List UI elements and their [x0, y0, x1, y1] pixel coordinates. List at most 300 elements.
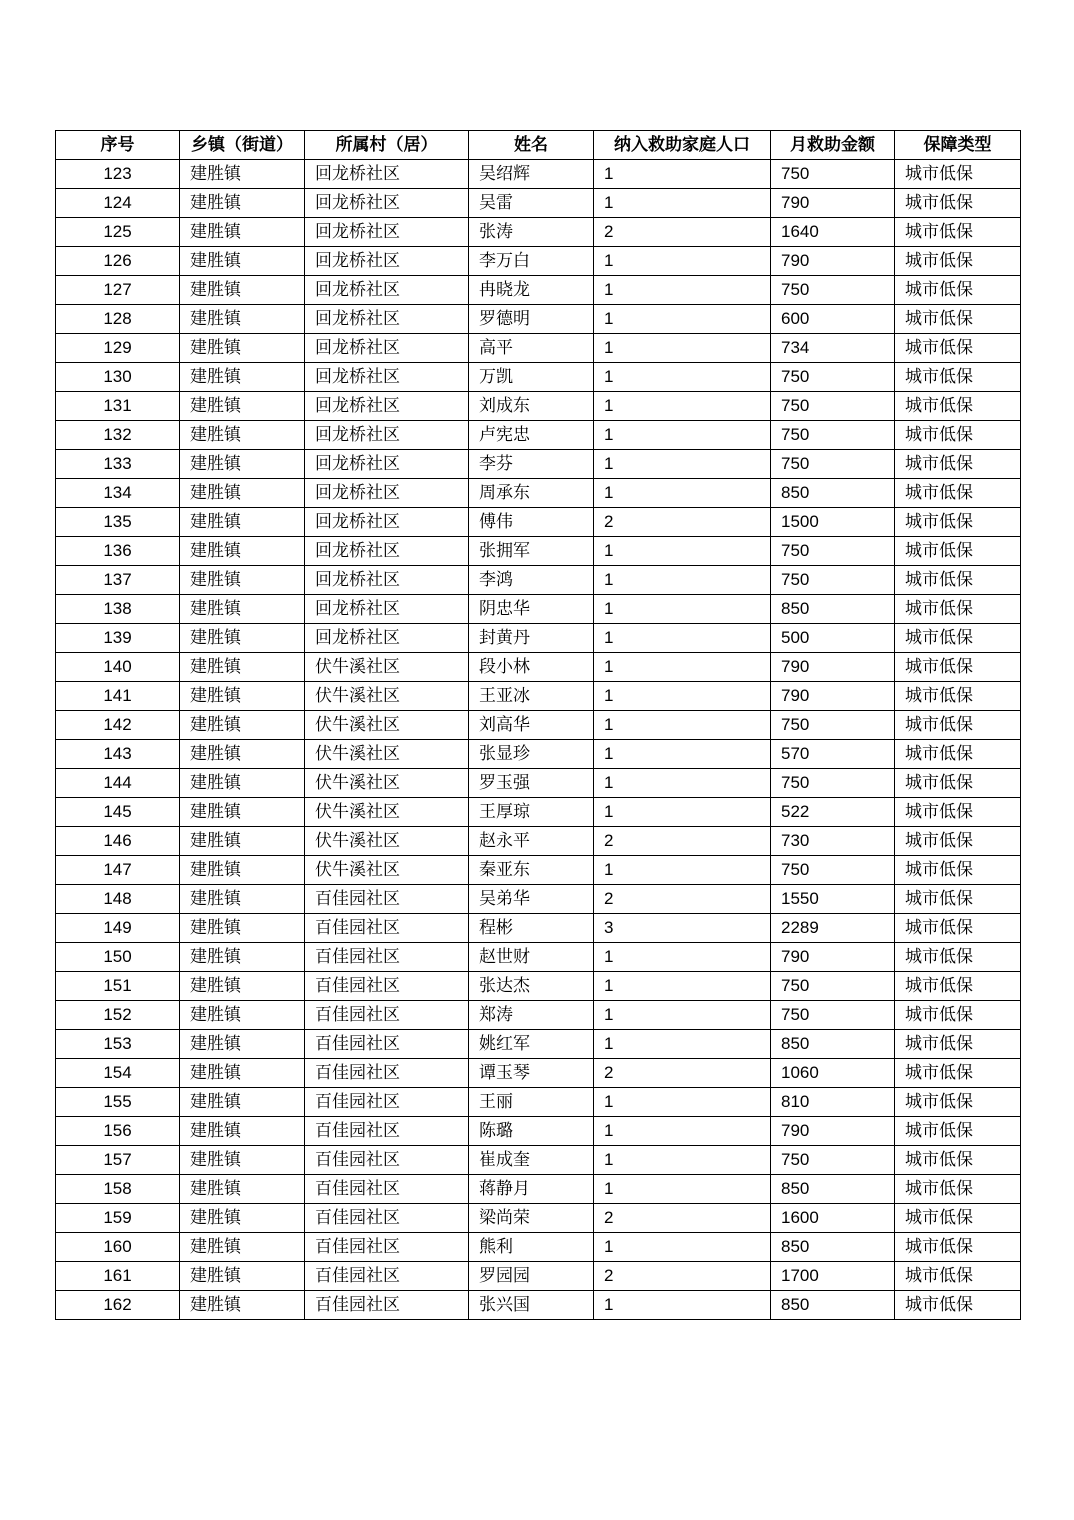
cell-township: 建胜镇 [180, 972, 305, 1001]
cell-village: 百佳园社区 [305, 943, 469, 972]
table-row [56, 827, 1021, 856]
cell-household-size: 1 [594, 856, 771, 885]
table-row [56, 1001, 1021, 1030]
cell-village: 回龙桥社区 [305, 508, 469, 537]
cell-name: 傅伟 [469, 508, 594, 537]
table-body [56, 160, 1021, 1320]
cell-village: 百佳园社区 [305, 1088, 469, 1117]
cell-monthly-amount: 730 [771, 827, 895, 856]
cell-village: 回龙桥社区 [305, 334, 469, 363]
cell-household-size: 1 [594, 1030, 771, 1059]
cell-name: 张达杰 [469, 972, 594, 1001]
cell-assistance-type: 城市低保 [895, 624, 1021, 653]
cell-assistance-type: 城市低保 [895, 1117, 1021, 1146]
cell-index: 152 [56, 1001, 180, 1030]
cell-name: 赵永平 [469, 827, 594, 856]
cell-name: 王厚琼 [469, 798, 594, 827]
cell-monthly-amount: 570 [771, 740, 895, 769]
cell-township: 建胜镇 [180, 421, 305, 450]
cell-household-size: 1 [594, 682, 771, 711]
cell-township: 建胜镇 [180, 653, 305, 682]
cell-index: 158 [56, 1175, 180, 1204]
cell-index: 161 [56, 1262, 180, 1291]
cell-name: 赵世财 [469, 943, 594, 972]
cell-index: 134 [56, 479, 180, 508]
cell-village: 回龙桥社区 [305, 247, 469, 276]
cell-assistance-type: 城市低保 [895, 334, 1021, 363]
cell-village: 百佳园社区 [305, 1001, 469, 1030]
cell-name: 张涛 [469, 218, 594, 247]
cell-monthly-amount: 522 [771, 798, 895, 827]
cell-assistance-type: 城市低保 [895, 1262, 1021, 1291]
cell-assistance-type: 城市低保 [895, 1146, 1021, 1175]
cell-name: 阴忠华 [469, 595, 594, 624]
cell-assistance-type: 城市低保 [895, 1030, 1021, 1059]
table-row [56, 769, 1021, 798]
cell-household-size: 1 [594, 769, 771, 798]
cell-monthly-amount: 750 [771, 1146, 895, 1175]
cell-village: 回龙桥社区 [305, 363, 469, 392]
cell-household-size: 1 [594, 392, 771, 421]
cell-household-size: 1 [594, 247, 771, 276]
cell-household-size: 1 [594, 1291, 771, 1320]
cell-township: 建胜镇 [180, 1291, 305, 1320]
cell-monthly-amount: 790 [771, 682, 895, 711]
cell-monthly-amount: 734 [771, 334, 895, 363]
cell-monthly-amount: 810 [771, 1088, 895, 1117]
table-row [56, 305, 1021, 334]
cell-name: 吴弟华 [469, 885, 594, 914]
cell-household-size: 1 [594, 595, 771, 624]
cell-index: 154 [56, 1059, 180, 1088]
cell-village: 百佳园社区 [305, 1291, 469, 1320]
cell-name: 罗玉强 [469, 769, 594, 798]
cell-assistance-type: 城市低保 [895, 537, 1021, 566]
cell-index: 145 [56, 798, 180, 827]
cell-index: 129 [56, 334, 180, 363]
cell-household-size: 2 [594, 827, 771, 856]
cell-household-size: 1 [594, 189, 771, 218]
cell-township: 建胜镇 [180, 1088, 305, 1117]
cell-township: 建胜镇 [180, 885, 305, 914]
table-row [56, 856, 1021, 885]
table-header [56, 131, 1021, 160]
table-row [56, 1088, 1021, 1117]
cell-village: 回龙桥社区 [305, 537, 469, 566]
cell-household-size: 2 [594, 1059, 771, 1088]
table-row [56, 479, 1021, 508]
cell-township: 建胜镇 [180, 189, 305, 218]
cell-assistance-type: 城市低保 [895, 972, 1021, 1001]
cell-monthly-amount: 1600 [771, 1204, 895, 1233]
cell-assistance-type: 城市低保 [895, 595, 1021, 624]
cell-name: 秦亚东 [469, 856, 594, 885]
cell-monthly-amount: 500 [771, 624, 895, 653]
table-row [56, 595, 1021, 624]
cell-name: 姚红军 [469, 1030, 594, 1059]
cell-index: 124 [56, 189, 180, 218]
cell-village: 回龙桥社区 [305, 189, 469, 218]
table-row [56, 943, 1021, 972]
table-row [56, 392, 1021, 421]
cell-index: 150 [56, 943, 180, 972]
cell-village: 百佳园社区 [305, 1262, 469, 1291]
cell-township: 建胜镇 [180, 1059, 305, 1088]
cell-household-size: 1 [594, 1117, 771, 1146]
cell-assistance-type: 城市低保 [895, 1059, 1021, 1088]
table-row [56, 711, 1021, 740]
cell-village: 回龙桥社区 [305, 392, 469, 421]
cell-monthly-amount: 750 [771, 972, 895, 1001]
cell-township: 建胜镇 [180, 276, 305, 305]
cell-household-size: 1 [594, 479, 771, 508]
cell-index: 153 [56, 1030, 180, 1059]
cell-assistance-type: 城市低保 [895, 711, 1021, 740]
cell-village: 百佳园社区 [305, 885, 469, 914]
cell-village: 伏牛溪社区 [305, 769, 469, 798]
cell-household-size: 2 [594, 885, 771, 914]
cell-name: 万凯 [469, 363, 594, 392]
table-row [56, 1030, 1021, 1059]
cell-village: 伏牛溪社区 [305, 711, 469, 740]
cell-name: 熊利 [469, 1233, 594, 1262]
cell-village: 回龙桥社区 [305, 479, 469, 508]
cell-township: 建胜镇 [180, 624, 305, 653]
cell-assistance-type: 城市低保 [895, 1204, 1021, 1233]
cell-village: 百佳园社区 [305, 1175, 469, 1204]
cell-township: 建胜镇 [180, 943, 305, 972]
cell-name: 崔成奎 [469, 1146, 594, 1175]
cell-township: 建胜镇 [180, 537, 305, 566]
cell-monthly-amount: 1700 [771, 1262, 895, 1291]
cell-household-size: 1 [594, 740, 771, 769]
cell-monthly-amount: 790 [771, 653, 895, 682]
cell-household-size: 1 [594, 566, 771, 595]
cell-village: 回龙桥社区 [305, 276, 469, 305]
cell-index: 148 [56, 885, 180, 914]
cell-township: 建胜镇 [180, 711, 305, 740]
cell-name: 谭玉琴 [469, 1059, 594, 1088]
cell-household-size: 1 [594, 943, 771, 972]
cell-name: 吴雷 [469, 189, 594, 218]
cell-assistance-type: 城市低保 [895, 740, 1021, 769]
cell-township: 建胜镇 [180, 1233, 305, 1262]
cell-household-size: 2 [594, 1204, 771, 1233]
cell-name: 张兴国 [469, 1291, 594, 1320]
cell-household-size: 1 [594, 276, 771, 305]
cell-assistance-type: 城市低保 [895, 479, 1021, 508]
cell-monthly-amount: 790 [771, 189, 895, 218]
cell-assistance-type: 城市低保 [895, 1175, 1021, 1204]
table-row [56, 276, 1021, 305]
cell-name: 李万白 [469, 247, 594, 276]
cell-township: 建胜镇 [180, 247, 305, 276]
cell-assistance-type: 城市低保 [895, 1291, 1021, 1320]
cell-name: 李芬 [469, 450, 594, 479]
cell-index: 127 [56, 276, 180, 305]
cell-township: 建胜镇 [180, 798, 305, 827]
cell-village: 伏牛溪社区 [305, 682, 469, 711]
table-row [56, 189, 1021, 218]
cell-name: 罗园园 [469, 1262, 594, 1291]
table-row [56, 160, 1021, 189]
cell-index: 131 [56, 392, 180, 421]
cell-index: 136 [56, 537, 180, 566]
cell-name: 陈璐 [469, 1117, 594, 1146]
cell-name: 段小林 [469, 653, 594, 682]
cell-household-size: 1 [594, 798, 771, 827]
cell-township: 建胜镇 [180, 218, 305, 247]
cell-name: 周承东 [469, 479, 594, 508]
cell-township: 建胜镇 [180, 305, 305, 334]
cell-index: 140 [56, 653, 180, 682]
cell-name: 卢宪忠 [469, 421, 594, 450]
cell-index: 156 [56, 1117, 180, 1146]
cell-village: 伏牛溪社区 [305, 827, 469, 856]
cell-monthly-amount: 790 [771, 943, 895, 972]
cell-assistance-type: 城市低保 [895, 798, 1021, 827]
cell-township: 建胜镇 [180, 1204, 305, 1233]
cell-village: 伏牛溪社区 [305, 798, 469, 827]
cell-assistance-type: 城市低保 [895, 189, 1021, 218]
cell-household-size: 2 [594, 508, 771, 537]
cell-index: 159 [56, 1204, 180, 1233]
cell-index: 132 [56, 421, 180, 450]
cell-assistance-type: 城市低保 [895, 363, 1021, 392]
cell-household-size: 1 [594, 160, 771, 189]
cell-index: 144 [56, 769, 180, 798]
cell-township: 建胜镇 [180, 450, 305, 479]
cell-township: 建胜镇 [180, 1175, 305, 1204]
table-row [56, 537, 1021, 566]
cell-name: 吴绍辉 [469, 160, 594, 189]
cell-household-size: 1 [594, 653, 771, 682]
cell-index: 151 [56, 972, 180, 1001]
cell-village: 回龙桥社区 [305, 566, 469, 595]
cell-index: 133 [56, 450, 180, 479]
cell-monthly-amount: 790 [771, 1117, 895, 1146]
cell-monthly-amount: 850 [771, 1030, 895, 1059]
cell-name: 刘成东 [469, 392, 594, 421]
cell-index: 147 [56, 856, 180, 885]
table-row [56, 1291, 1021, 1320]
cell-township: 建胜镇 [180, 363, 305, 392]
header-assistance-type: 保障类型 [895, 131, 1021, 160]
cell-assistance-type: 城市低保 [895, 247, 1021, 276]
cell-monthly-amount: 1060 [771, 1059, 895, 1088]
cell-township: 建胜镇 [180, 1117, 305, 1146]
cell-index: 130 [56, 363, 180, 392]
cell-index: 162 [56, 1291, 180, 1320]
cell-township: 建胜镇 [180, 740, 305, 769]
cell-household-size: 1 [594, 363, 771, 392]
cell-index: 137 [56, 566, 180, 595]
cell-monthly-amount: 750 [771, 450, 895, 479]
cell-monthly-amount: 750 [771, 769, 895, 798]
cell-township: 建胜镇 [180, 479, 305, 508]
cell-name: 程彬 [469, 914, 594, 943]
cell-index: 138 [56, 595, 180, 624]
cell-assistance-type: 城市低保 [895, 827, 1021, 856]
cell-household-size: 1 [594, 972, 771, 1001]
table-row [56, 334, 1021, 363]
cell-assistance-type: 城市低保 [895, 653, 1021, 682]
cell-village: 百佳园社区 [305, 1204, 469, 1233]
cell-index: 135 [56, 508, 180, 537]
cell-township: 建胜镇 [180, 508, 305, 537]
cell-township: 建胜镇 [180, 1001, 305, 1030]
table-row [56, 247, 1021, 276]
cell-household-size: 2 [594, 218, 771, 247]
cell-monthly-amount: 750 [771, 1001, 895, 1030]
cell-household-size: 1 [594, 1088, 771, 1117]
table-row [56, 798, 1021, 827]
cell-index: 143 [56, 740, 180, 769]
table-row [56, 508, 1021, 537]
cell-name: 王丽 [469, 1088, 594, 1117]
table-row [56, 885, 1021, 914]
cell-assistance-type: 城市低保 [895, 392, 1021, 421]
table-row [56, 1146, 1021, 1175]
header-village: 所属村（居） [305, 131, 469, 160]
cell-monthly-amount: 750 [771, 392, 895, 421]
cell-monthly-amount: 850 [771, 1233, 895, 1262]
cell-township: 建胜镇 [180, 682, 305, 711]
table-row [56, 566, 1021, 595]
table-row [56, 972, 1021, 1001]
cell-name: 高平 [469, 334, 594, 363]
cell-township: 建胜镇 [180, 827, 305, 856]
cell-village: 回龙桥社区 [305, 160, 469, 189]
cell-monthly-amount: 750 [771, 537, 895, 566]
table-row [56, 218, 1021, 247]
table-row [56, 1175, 1021, 1204]
cell-monthly-amount: 790 [771, 247, 895, 276]
cell-assistance-type: 城市低保 [895, 885, 1021, 914]
cell-name: 张显珍 [469, 740, 594, 769]
cell-index: 141 [56, 682, 180, 711]
cell-village: 回龙桥社区 [305, 305, 469, 334]
cell-monthly-amount: 750 [771, 363, 895, 392]
header-monthly-amount: 月救助金额 [771, 131, 895, 160]
cell-assistance-type: 城市低保 [895, 421, 1021, 450]
cell-assistance-type: 城市低保 [895, 218, 1021, 247]
cell-household-size: 2 [594, 1262, 771, 1291]
table-row [56, 682, 1021, 711]
cell-index: 160 [56, 1233, 180, 1262]
table-row [56, 421, 1021, 450]
cell-township: 建胜镇 [180, 914, 305, 943]
cell-monthly-amount: 850 [771, 479, 895, 508]
table-row [56, 914, 1021, 943]
cell-household-size: 1 [594, 450, 771, 479]
cell-township: 建胜镇 [180, 334, 305, 363]
table-row [56, 740, 1021, 769]
cell-assistance-type: 城市低保 [895, 450, 1021, 479]
cell-name: 王亚冰 [469, 682, 594, 711]
cell-assistance-type: 城市低保 [895, 1233, 1021, 1262]
cell-name: 梁尚荣 [469, 1204, 594, 1233]
cell-village: 回龙桥社区 [305, 218, 469, 247]
header-household-size: 纳入救助家庭人口 [594, 131, 771, 160]
cell-village: 伏牛溪社区 [305, 740, 469, 769]
cell-village: 回龙桥社区 [305, 595, 469, 624]
cell-village: 百佳园社区 [305, 1233, 469, 1262]
cell-household-size: 1 [594, 1001, 771, 1030]
cell-village: 百佳园社区 [305, 1146, 469, 1175]
cell-name: 刘高华 [469, 711, 594, 740]
cell-village: 百佳园社区 [305, 1030, 469, 1059]
cell-assistance-type: 城市低保 [895, 305, 1021, 334]
cell-household-size: 1 [594, 421, 771, 450]
cell-township: 建胜镇 [180, 856, 305, 885]
cell-monthly-amount: 1550 [771, 885, 895, 914]
cell-household-size: 1 [594, 305, 771, 334]
cell-township: 建胜镇 [180, 1262, 305, 1291]
cell-village: 百佳园社区 [305, 914, 469, 943]
table-row [56, 363, 1021, 392]
cell-assistance-type: 城市低保 [895, 566, 1021, 595]
cell-index: 157 [56, 1146, 180, 1175]
cell-monthly-amount: 750 [771, 711, 895, 740]
cell-name: 郑涛 [469, 1001, 594, 1030]
cell-assistance-type: 城市低保 [895, 943, 1021, 972]
cell-village: 百佳园社区 [305, 1059, 469, 1088]
cell-monthly-amount: 1640 [771, 218, 895, 247]
table-row [56, 653, 1021, 682]
cell-assistance-type: 城市低保 [895, 769, 1021, 798]
cell-assistance-type: 城市低保 [895, 1001, 1021, 1030]
cell-township: 建胜镇 [180, 160, 305, 189]
cell-assistance-type: 城市低保 [895, 856, 1021, 885]
cell-index: 126 [56, 247, 180, 276]
cell-village: 回龙桥社区 [305, 450, 469, 479]
cell-monthly-amount: 600 [771, 305, 895, 334]
cell-household-size: 1 [594, 1146, 771, 1175]
cell-monthly-amount: 850 [771, 595, 895, 624]
cell-household-size: 1 [594, 624, 771, 653]
cell-township: 建胜镇 [180, 1146, 305, 1175]
cell-village: 回龙桥社区 [305, 421, 469, 450]
cell-name: 张拥军 [469, 537, 594, 566]
table-row [56, 1204, 1021, 1233]
cell-village: 回龙桥社区 [305, 624, 469, 653]
header-township: 乡镇（街道） [180, 131, 305, 160]
cell-monthly-amount: 850 [771, 1175, 895, 1204]
header-index: 序号 [56, 131, 180, 160]
cell-township: 建胜镇 [180, 595, 305, 624]
cell-township: 建胜镇 [180, 1030, 305, 1059]
cell-name: 封黄丹 [469, 624, 594, 653]
cell-name: 罗德明 [469, 305, 594, 334]
cell-name: 蒋静月 [469, 1175, 594, 1204]
header-name: 姓名 [469, 131, 594, 160]
cell-monthly-amount: 2289 [771, 914, 895, 943]
cell-assistance-type: 城市低保 [895, 1088, 1021, 1117]
cell-village: 伏牛溪社区 [305, 856, 469, 885]
cell-household-size: 1 [594, 334, 771, 363]
table-row [56, 1117, 1021, 1146]
cell-name: 李鸿 [469, 566, 594, 595]
table-row [56, 1262, 1021, 1291]
table-row [56, 624, 1021, 653]
cell-monthly-amount: 750 [771, 421, 895, 450]
table-row [56, 1059, 1021, 1088]
cell-assistance-type: 城市低保 [895, 160, 1021, 189]
cell-index: 125 [56, 218, 180, 247]
cell-monthly-amount: 1500 [771, 508, 895, 537]
cell-household-size: 1 [594, 537, 771, 566]
